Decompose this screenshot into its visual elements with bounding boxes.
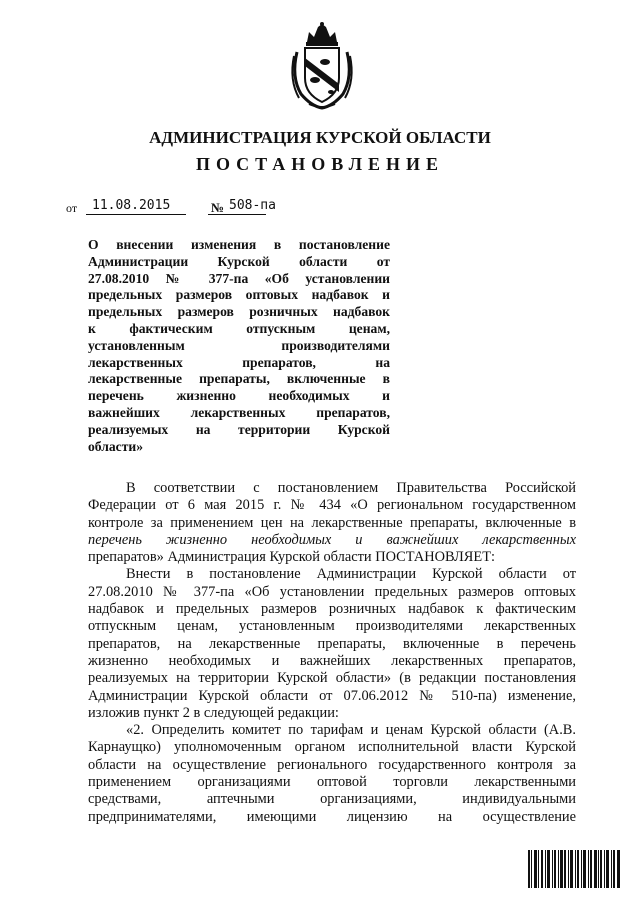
body-line: «2. Определить комитет по тарифам и ценам Курской области (А.В. <box>126 722 576 739</box>
kursk-coat-of-arms-icon <box>287 22 357 110</box>
body-line: реализуемых на территории Курской области» (в редакции постановления <box>88 670 576 687</box>
barcode-icon <box>528 850 620 888</box>
subject-line: 27.08.2010 № 377-па «Об установлении <box>88 270 390 286</box>
body-line: Администрации Курской области от 07.06.2012 № 510-па) изменение, <box>88 687 576 704</box>
body-line: Карнаущко) уполномоченным органом исполнительной власти Курской <box>88 739 576 756</box>
body-line: контроле за применением цен на лекарственные препараты, включенные в <box>88 514 576 531</box>
subject-line: О внесении изменения в постановление <box>88 237 390 252</box>
body-line: надбавок и предельных размеров розничных надбавок к фактическим <box>88 601 576 618</box>
body-line: В соответствии с постановлением Правительства Российской <box>126 480 576 496</box>
subject-line: Администрации Курской области от <box>88 253 390 269</box>
subject-line: предельных размеров оптовых надбавок и <box>88 287 390 303</box>
subject-line: реализуемых на территории Курской <box>88 421 390 437</box>
subject-line: важнейших лекарственных препаратов, <box>88 404 390 420</box>
date-label: от <box>66 201 78 215</box>
subject-line: предельных размеров розничных надбавок <box>88 304 390 320</box>
body-line: Федерации от 6 мая 2015 г. № 434 «О региональном государственном <box>88 497 576 514</box>
body-line: 27.08.2010 № 377-па «Об установлении предельных размеров оптовых <box>88 583 576 600</box>
document-body <box>88 480 576 826</box>
document-subject <box>88 237 390 455</box>
subject-line: к фактическим отпускным ценам, <box>88 320 390 336</box>
number-value: 508-па <box>229 198 276 213</box>
subject-line: лекарственных препаратов, на <box>88 354 390 370</box>
body-line: предпринимателями, имеющими лицензию на осуществление <box>88 808 576 825</box>
body-line: средствами, аптечными организациями, индивидуальными <box>88 791 576 808</box>
date-number-line <box>66 198 366 216</box>
body-line: Внести в постановление Администрации Курской области от <box>126 566 576 583</box>
number-label: № <box>211 200 225 215</box>
subject-line: перечень жизненно необходимых и <box>88 388 390 404</box>
subject-line: области» <box>88 438 144 454</box>
body-line: препаратов» Администрация Курской области ПОСТАНОВЛЯЕТ: <box>88 549 495 566</box>
organization-title: АДМИНИСТРАЦИЯ КУРСКОЙ ОБЛАСТИ <box>149 128 491 147</box>
subject-line: лекарственные препараты, включенные в <box>88 371 390 387</box>
body-line-italic: перечень жизненно необходимых и важнейших лекарственных <box>88 531 576 548</box>
document-type: ПОСТАНОВЛЕНИЕ <box>195 154 445 174</box>
number-underline <box>208 214 266 215</box>
date-underline <box>86 214 186 215</box>
date-value: 11.08.2015 <box>92 198 171 213</box>
body-line: препаратов, на лекарственные препараты, включенные в перечень <box>88 635 576 652</box>
body-line: жизненно необходимых и важнейших лекарственных препаратов, <box>88 652 576 669</box>
body-line: отпускным ценам, установленным производителями лекарственных <box>88 618 576 635</box>
subject-line: установленным производителями <box>88 337 390 353</box>
body-line: применением организациями оптовой торговли лекарственными <box>88 774 576 791</box>
body-line: изложив пункт 2 в следующей редакции: <box>88 704 339 721</box>
body-line: области на осуществление регионального государственного контроля за <box>88 756 576 773</box>
